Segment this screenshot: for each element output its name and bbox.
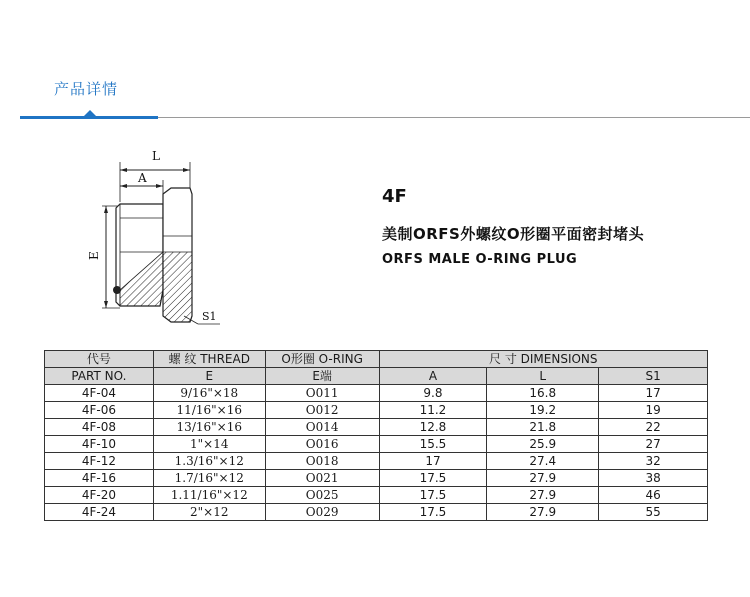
dim-a-cell: 17.5	[379, 470, 487, 487]
product-title-block	[382, 186, 644, 267]
dim-a-cell: 12.8	[379, 419, 487, 436]
dimension-label-e: E	[87, 251, 101, 260]
dim-a-cell: 17.5	[379, 487, 487, 504]
part-no-cell: 4F-12	[45, 453, 154, 470]
dim-s1-cell: 55	[599, 504, 708, 521]
dimension-label-s1: S1	[202, 310, 217, 323]
dim-l-cell: 21.8	[487, 419, 599, 436]
header-part-code-cn: 代号	[45, 351, 154, 368]
header-dim-s1: S1	[599, 368, 708, 385]
oring-cell: O012	[265, 402, 379, 419]
dim-a-cell: 17.5	[379, 504, 487, 521]
dim-l-cell: 27.9	[487, 504, 599, 521]
thread-cell: 9/16"×18	[153, 385, 265, 402]
oring-cell: O025	[265, 487, 379, 504]
dim-l-cell: 19.2	[487, 402, 599, 419]
table-row	[45, 419, 708, 436]
table-body	[45, 385, 708, 521]
table-header-row	[45, 351, 708, 368]
specification-table	[44, 350, 708, 521]
table-subheader-row	[45, 368, 708, 385]
header-thread-e: E	[153, 368, 265, 385]
table-row	[45, 504, 708, 521]
table-row	[45, 487, 708, 504]
dim-s1-cell: 17	[599, 385, 708, 402]
header-oring-e-end: E端	[265, 368, 379, 385]
dim-a-cell: 17	[379, 453, 487, 470]
dimension-label-a: A	[138, 171, 147, 185]
thread-cell: 1"×14	[153, 436, 265, 453]
product-code: 4F	[382, 186, 407, 207]
product-name-cn: 美制ORFS外螺纹O形圈平面密封堵头	[382, 225, 645, 243]
part-no-cell: 4F-04	[45, 385, 154, 402]
table-row	[45, 402, 708, 419]
part-no-cell: 4F-20	[45, 487, 154, 504]
active-tab-indicator	[20, 116, 158, 119]
table-row	[45, 470, 708, 487]
dim-a-cell: 11.2	[379, 402, 487, 419]
active-tab-caret-icon	[84, 110, 96, 116]
part-no-cell: 4F-24	[45, 504, 154, 521]
dim-l-cell: 16.8	[487, 385, 599, 402]
oring-cell: O018	[265, 453, 379, 470]
dim-a-cell: 9.8	[379, 385, 487, 402]
dim-l-cell: 25.9	[487, 436, 599, 453]
part-no-cell: 4F-16	[45, 470, 154, 487]
thread-cell: 2"×12	[153, 504, 265, 521]
dim-a-cell: 15.5	[379, 436, 487, 453]
dim-l-cell: 27.9	[487, 487, 599, 504]
dim-s1-cell: 46	[599, 487, 708, 504]
thread-cell: 1.3/16"×12	[153, 453, 265, 470]
thread-cell: 11/16"×16	[153, 402, 265, 419]
dim-s1-cell: 38	[599, 470, 708, 487]
header-thread: 螺 纹 THREAD	[153, 351, 265, 368]
detail-tab-bar	[20, 0, 750, 120]
part-no-cell: 4F-10	[45, 436, 154, 453]
dim-s1-cell: 19	[599, 402, 708, 419]
dim-s1-cell: 22	[599, 419, 708, 436]
part-no-cell: 4F-06	[45, 402, 154, 419]
table-row	[45, 385, 708, 402]
plug-technical-drawing	[80, 140, 250, 330]
dim-s1-cell: 32	[599, 453, 708, 470]
oring-cell: O011	[265, 385, 379, 402]
oring-cell: O014	[265, 419, 379, 436]
header-dim-l: L	[487, 368, 599, 385]
thread-cell: 13/16"×16	[153, 419, 265, 436]
table-row	[45, 453, 708, 470]
thread-cell: 1.11/16"×12	[153, 487, 265, 504]
dimension-label-l: L	[152, 149, 160, 163]
dim-s1-cell: 27	[599, 436, 708, 453]
oring-cell: O016	[265, 436, 379, 453]
tab-product-details[interactable]: 产品详情	[54, 80, 119, 98]
product-name-en: ORFS MALE O-RING PLUG	[382, 252, 578, 267]
oring-cell: O029	[265, 504, 379, 521]
header-dimensions: 尺 寸 DIMENSIONS	[379, 351, 707, 368]
header-part-no: PART NO.	[45, 368, 154, 385]
thread-cell: 1.7/16"×12	[153, 470, 265, 487]
part-no-cell: 4F-08	[45, 419, 154, 436]
header-oring: O形圈 O-RING	[265, 351, 379, 368]
dim-l-cell: 27.4	[487, 453, 599, 470]
dim-l-cell: 27.9	[487, 470, 599, 487]
oring-cell: O021	[265, 470, 379, 487]
header-dim-a: A	[379, 368, 487, 385]
table-row	[45, 436, 708, 453]
